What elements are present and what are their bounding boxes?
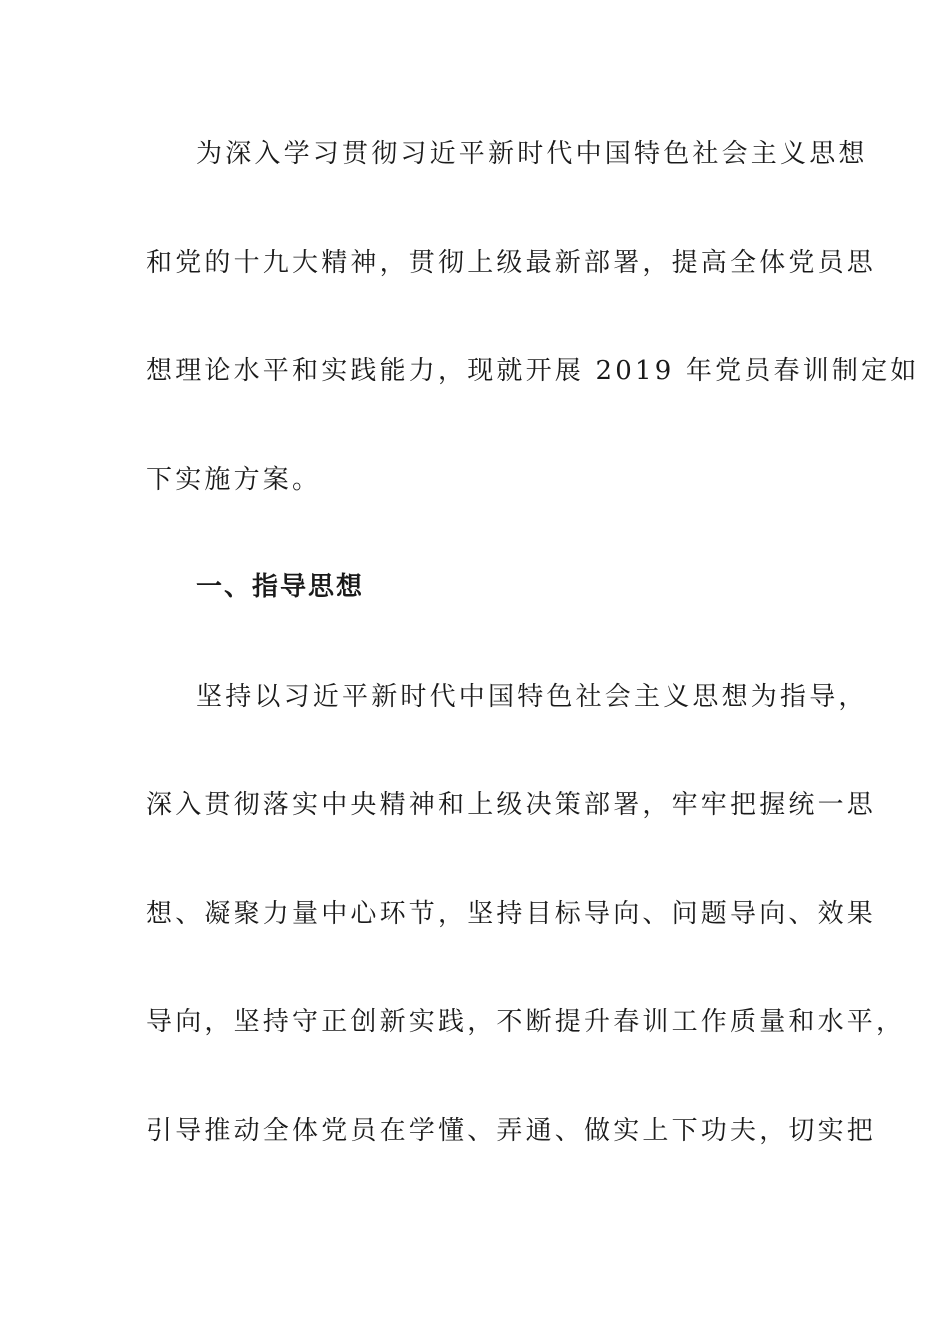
- paragraph-1-line-1: 为深入学习贯彻习近平新时代中国特色社会主义思想: [196, 139, 868, 169]
- paragraph-2-line-2: 深入贯彻落实中央精神和上级决策部署，牢牢把握统一思: [146, 790, 877, 820]
- paragraph-1-line-4: 下实施方案。: [146, 465, 322, 495]
- paragraph-2-line-1: 坚持以习近平新时代中国特色社会主义思想为指导，: [196, 682, 868, 712]
- paragraph-1-line-3: 想理论水平和实践能力，现就开展 2019 年党员春训制定如: [146, 356, 920, 386]
- paragraph-1-line-2: 和党的十九大精神，贯彻上级最新部署，提高全体党员思: [146, 248, 877, 278]
- section-heading-guiding-ideology: 一、指导思想: [196, 572, 365, 602]
- paragraph-2-line-5: 引导推动全体党员在学懂、弄通、做实上下功夫，切实把: [146, 1116, 877, 1146]
- paragraph-2-line-4: 导向，坚持守正创新实践，不断提升春训工作质量和水平，: [146, 1007, 906, 1037]
- paragraph-2-line-3: 想、凝聚力量中心环节，坚持目标导向、问题导向、效果: [146, 899, 877, 929]
